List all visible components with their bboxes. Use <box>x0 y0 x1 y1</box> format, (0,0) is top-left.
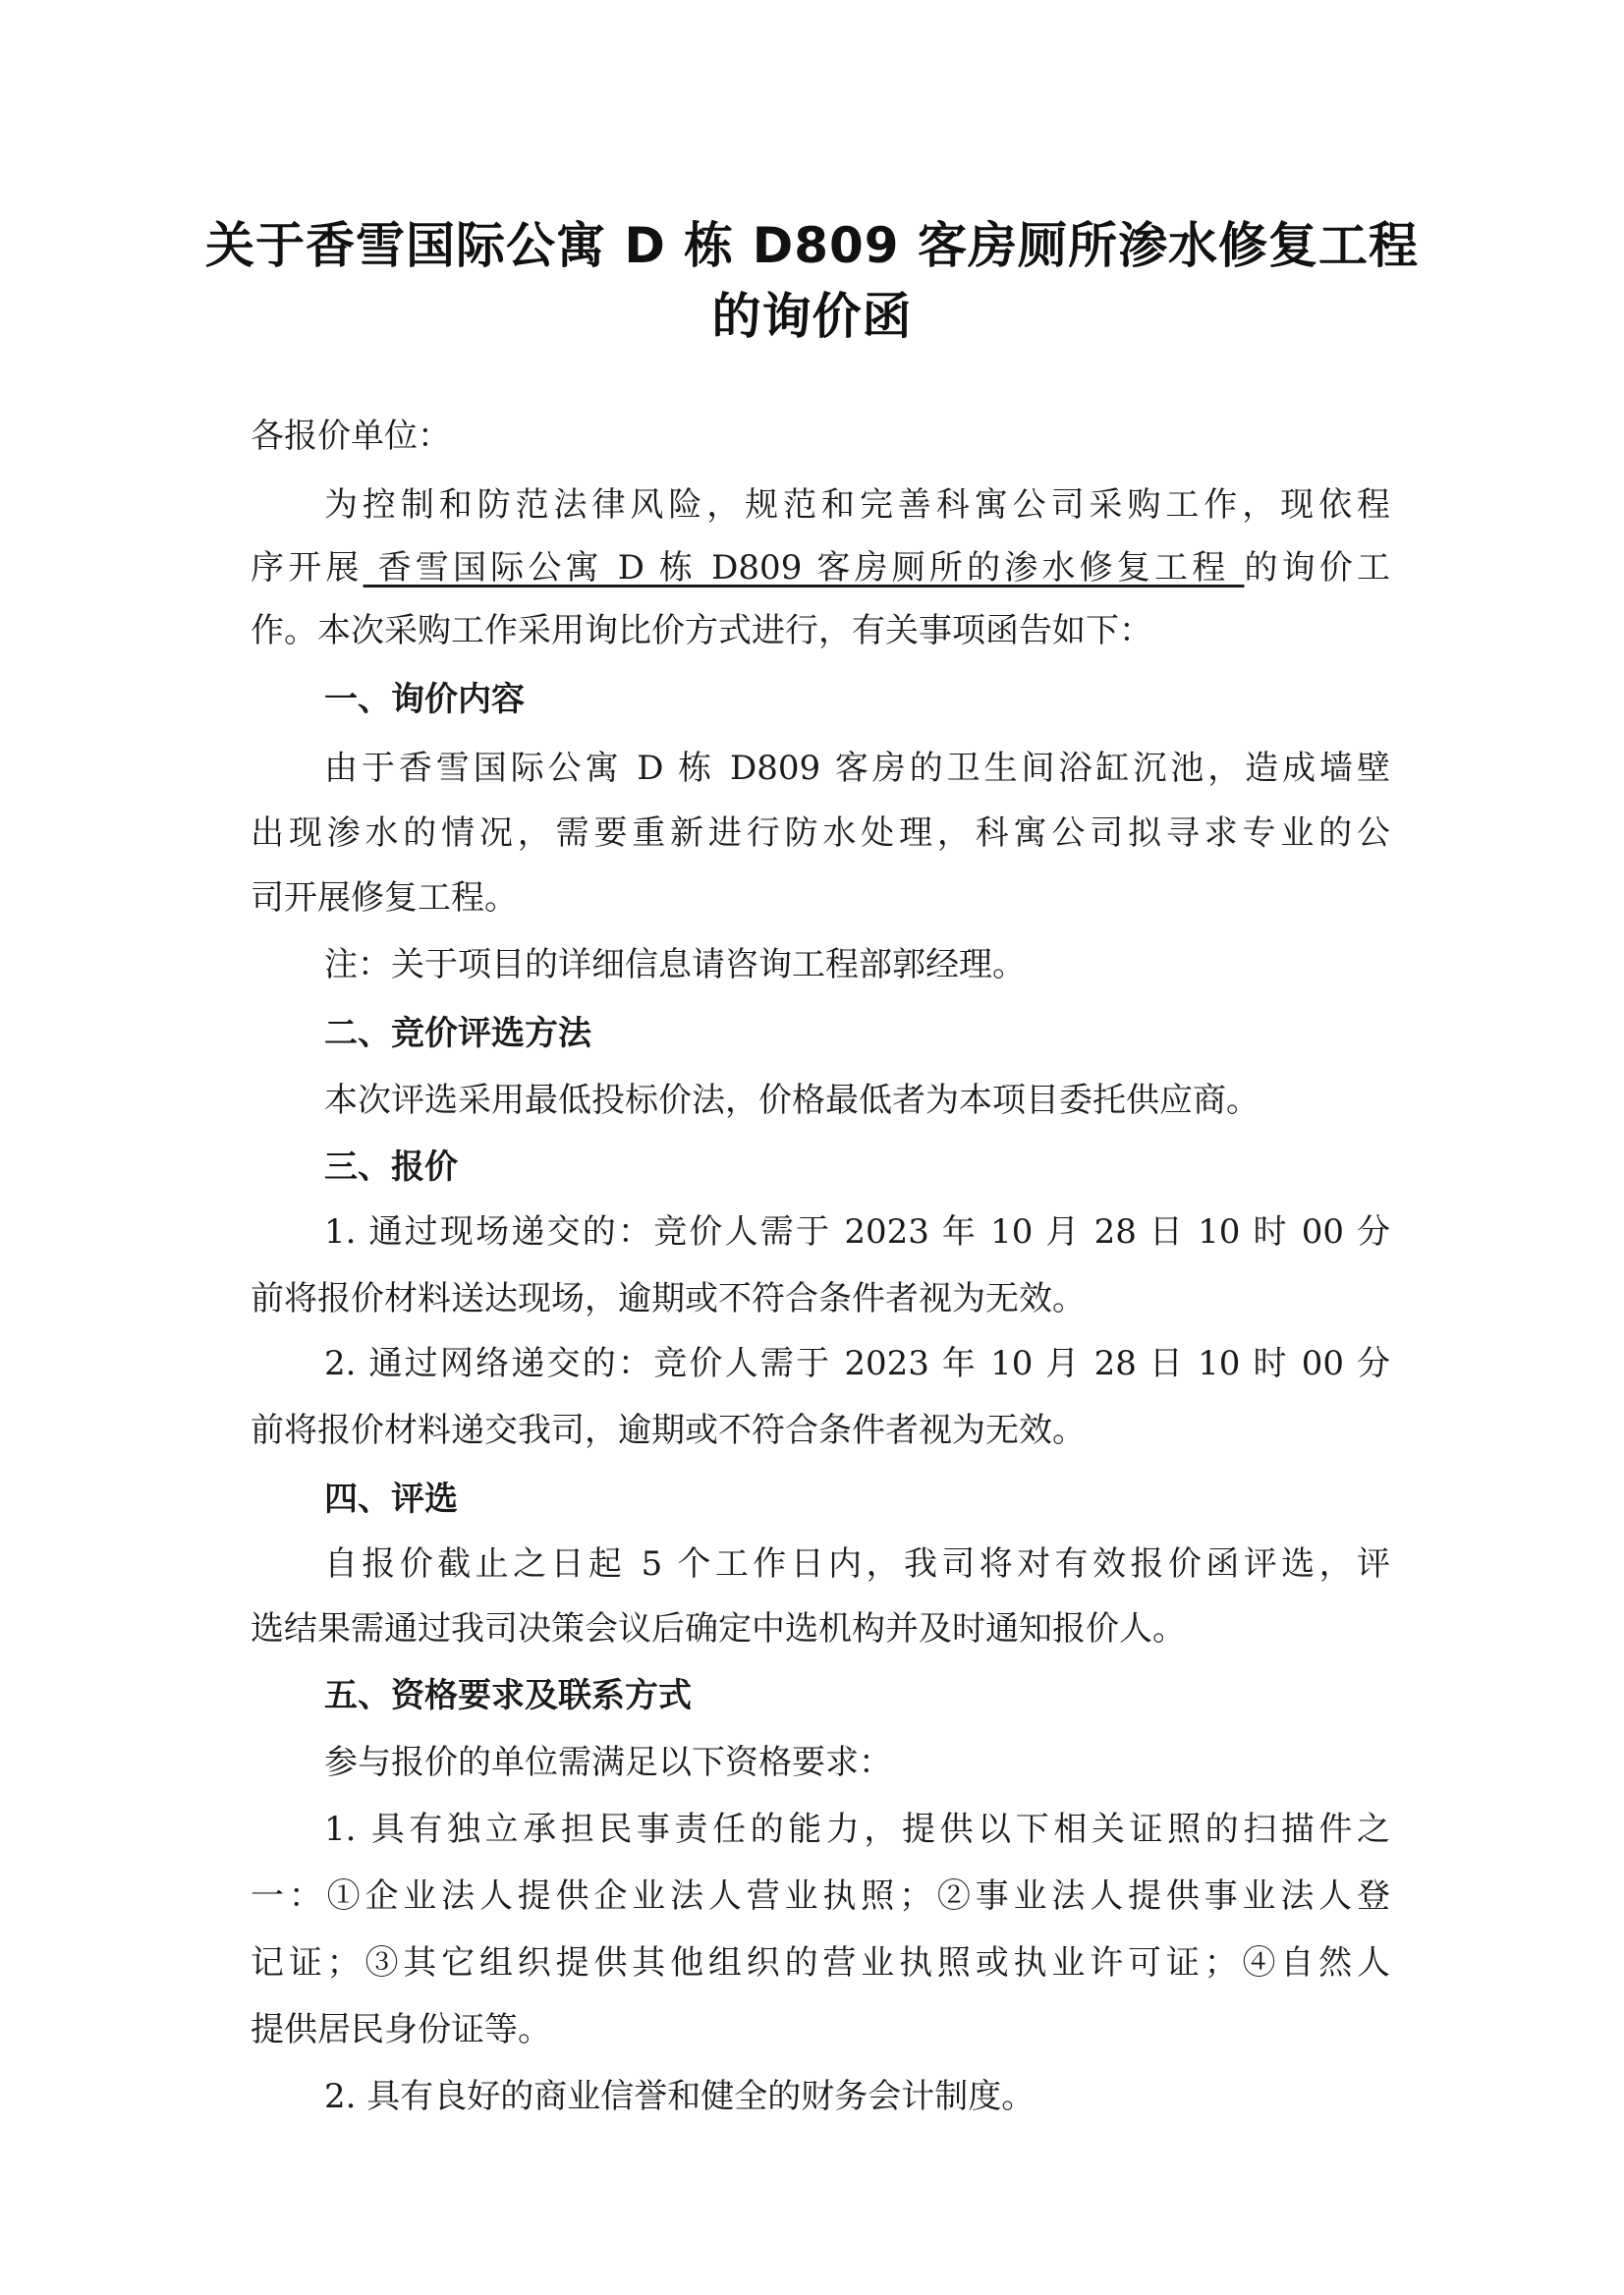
section-3-item-2-line: 2. 通过网络递交的：竞价人需于 2023 年 10 月 28 日 10 时 00 分 <box>324 1344 1390 1383</box>
intro-text: 的询价工 <box>1244 548 1391 588</box>
intro-text: 序开展 <box>251 548 364 588</box>
section-1-paragraph-line: 司开展修复工程。 <box>251 878 518 918</box>
section-3-heading: 三、报价 <box>324 1148 458 1187</box>
section-4-heading: 四、评选 <box>324 1480 458 1519</box>
section-3-item-1-line: 1. 通过现场递交的：竞价人需于 2023 年 10 月 28 日 10 时 00 分 <box>324 1212 1390 1252</box>
intro-paragraph-line: 为控制和防范法律风险，规范和完善科寓公司采购工作，现依程 <box>324 485 1390 525</box>
section-1-paragraph-line: 出现渗水的情况，需要重新进行防水处理，科寓公司拟寻求专业的公 <box>251 813 1390 853</box>
section-2-paragraph: 本次评选采用最低投标价法，价格最低者为本项目委托供应商。 <box>324 1081 1260 1120</box>
section-3-item-1-line: 前将报价材料送达现场，逾期或不符合条件者视为无效。 <box>251 1279 1086 1318</box>
salutation: 各报价单位： <box>251 417 451 456</box>
intro-paragraph-line <box>251 546 1390 589</box>
document-title-line-2: 的询价函 <box>711 288 913 345</box>
section-1-heading: 一、询价内容 <box>324 680 525 719</box>
document-title-line-1: 关于香雪国际公寓 D 栋 D809 客房厕所渗水修复工程 <box>204 217 1419 274</box>
section-4-paragraph-line: 自报价截止之日起 5 个工作日内，我司将对有效报价函评选，评 <box>324 1544 1390 1584</box>
requirement-1-line: 1. 具有独立承担民事责任的能力，提供以下相关证照的扫描件之 <box>324 1810 1390 1849</box>
requirement-1-line: 一：①企业法人提供企业法人营业执照；②事业法人提供事业法人登 <box>251 1876 1390 1916</box>
requirement-1-line: 提供居民身份证等。 <box>251 2010 551 2049</box>
section-5-heading: 五、资格要求及联系方式 <box>324 1676 692 1715</box>
project-name-underlined: 香雪国际公寓 D 栋 D809 客房厕所的渗水修复工程 <box>363 548 1245 588</box>
requirement-2: 2. 具有良好的商业信誉和健全的财务会计制度。 <box>324 2077 1036 2116</box>
section-3-item-2-line: 前将报价材料递交我司，逾期或不符合条件者视为无效。 <box>251 1411 1086 1450</box>
section-4-paragraph-line: 选结果需通过我司决策会议后确定中选机构并及时通知报价人。 <box>251 1609 1186 1649</box>
requirement-1-line: 记证；③其它组织提供其他组织的营业执照或执业许可证；④自然人 <box>251 1943 1390 1983</box>
section-2-heading: 二、竞价评选方法 <box>324 1014 591 1053</box>
section-5-lead: 参与报价的单位需满足以下资格要求： <box>324 1743 892 1782</box>
intro-paragraph-line: 作。本次采购工作采用询比价方式进行，有关事项函告如下： <box>251 611 1152 650</box>
section-1-note: 注：关于项目的详细信息请咨询工程部郭经理。 <box>324 945 1026 984</box>
section-1-paragraph-line: 由于香雪国际公寓 D 栋 D809 客房的卫生间浴缸沉池，造成墙壁 <box>324 749 1390 788</box>
